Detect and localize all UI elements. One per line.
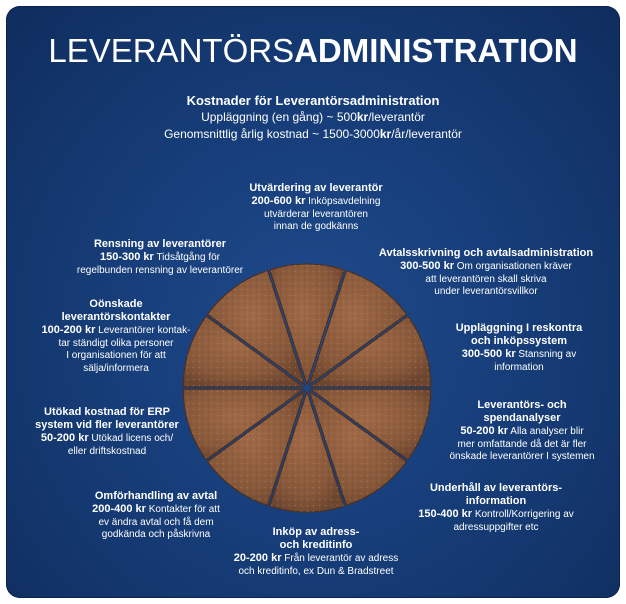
segment-desc: under leverantörsvillkor [434, 286, 538, 297]
segment-desc: att leverantören skall skriva [425, 273, 547, 285]
segment-desc: ev ändra avtal och få dem [98, 516, 214, 528]
setup-cost-suffix: /leverantör [368, 110, 425, 124]
segment-title: Utökad kostnad för ERP [44, 406, 170, 418]
title-thin: LEVERANTÖRS [48, 32, 295, 69]
segment-desc: regelbunden rensning av leverantörer [76, 264, 244, 276]
segment-title: Utvärdering av leverantör [249, 182, 383, 194]
segment-title: spendanalyser [483, 412, 561, 424]
segment-desc: Stansning av [518, 349, 577, 360]
segment-desc: önskade leverantörer I systemen [449, 451, 595, 462]
segment-desc: innan de godkänns [273, 221, 359, 232]
segment-desc: Utökad licens och/ [91, 433, 174, 444]
segment-erp-cost [12, 406, 202, 458]
setup-cost-text: Uppläggning (en gång) ~ 500 [201, 110, 357, 124]
segment-desc: Från leverantör av adress [284, 553, 399, 564]
setup-cost-unit: kr [356, 110, 369, 124]
segment-desc: tar ständigt olika personer [58, 337, 174, 349]
segment-desc: Tidsåtgång för [156, 252, 220, 263]
segment-price: 200-600 kr [251, 195, 306, 207]
segment-title: Underhåll av leverantörs- [429, 482, 563, 494]
segment-spend-analysis [432, 399, 612, 464]
segment-contract-admin [358, 247, 614, 299]
segment-title: information [465, 495, 527, 507]
segment-body [18, 324, 214, 338]
segment-price: 150-300 kr [100, 251, 154, 263]
segment-title: Uppläggning I reskontra [455, 322, 583, 334]
segment-body [396, 508, 596, 522]
segment-title: Leverantörs- och [477, 399, 567, 411]
segment-desc: Alla analyser blir [510, 426, 584, 437]
segment-price: 300-500 kr [400, 260, 454, 272]
segment-desc: utvärderar leverantören [264, 208, 368, 220]
segment-title: Inköp av adress- [272, 526, 360, 538]
segment-price: 150-400 kr [418, 508, 473, 520]
segment-title: system vid fler leverantörer [35, 419, 179, 431]
segment-supplier-evaluation [216, 182, 416, 234]
title-bold: ADMINISTRATION [294, 32, 578, 69]
segment-body [56, 503, 256, 517]
pie-slices [183, 264, 431, 512]
segment-renegotiation [56, 490, 256, 542]
segment-title: Omförhandling av avtal [94, 490, 218, 502]
segment-title: Oönskade [89, 298, 143, 310]
segment-desc: Om organisationen kräver [456, 261, 572, 272]
annual-cost-suffix: /år/leverantör [391, 127, 462, 141]
segment-desc: sälja/informera [83, 362, 149, 374]
segment-title: Rensning av leverantörer [93, 238, 227, 250]
segment-price: 300-500 kr [461, 348, 516, 360]
segment-body [216, 195, 416, 209]
segment-title: leverantörskontakter [61, 311, 171, 323]
segment-desc: godkända och påskrivna [101, 529, 211, 540]
segment-title: Avtalsskrivning och avtalsadministration [378, 247, 594, 259]
annual-cost-text: Genomsnittlig årlig kostnad ~ 1500-3000 [164, 127, 380, 141]
segment-body [206, 552, 426, 566]
segment-desc: adressuppgifter etc [453, 521, 539, 533]
segment-desc: Leverantörer kontak- [98, 325, 191, 336]
segment-body [426, 348, 612, 362]
segment-price: 50-200 kr [40, 432, 89, 444]
segment-body [358, 260, 614, 274]
segment-desc: eller driftskostnad [67, 445, 147, 457]
segment-unwanted-contacts [18, 298, 214, 375]
segment-body [62, 251, 258, 265]
segment-body [12, 432, 202, 446]
segment-ledger-setup [426, 322, 612, 374]
segment-supplier-maintenance [396, 482, 596, 534]
segment-price: 200-400 kr [92, 503, 146, 515]
segment-price: 20-200 kr [233, 552, 282, 564]
segment-desc: I organisationen för att [66, 350, 166, 361]
segment-desc: mer omfattande då det är fler [457, 438, 587, 450]
segment-desc: Kontakter för att [148, 504, 220, 515]
segment-price: 100-200 kr [41, 324, 96, 336]
segment-desc: och kreditinfo, ex Dun & Bradstreet [238, 565, 394, 577]
segment-desc: information [494, 361, 544, 373]
segment-desc: Inköpsavdelning [308, 196, 381, 207]
segment-title: och kreditinfo [279, 539, 353, 551]
segment-desc: Kontroll/Korrigering av [474, 509, 574, 520]
segment-body [432, 425, 612, 439]
summary-heading: Kostnader för Leverantörsadministration [186, 93, 440, 108]
segment-title: och inköpssystem [471, 335, 567, 347]
infographic-panel [6, 6, 620, 598]
annual-cost-unit: kr [379, 127, 392, 141]
segment-price: 50-200 kr [460, 425, 509, 437]
segment-supplier-cleanup [62, 238, 258, 277]
